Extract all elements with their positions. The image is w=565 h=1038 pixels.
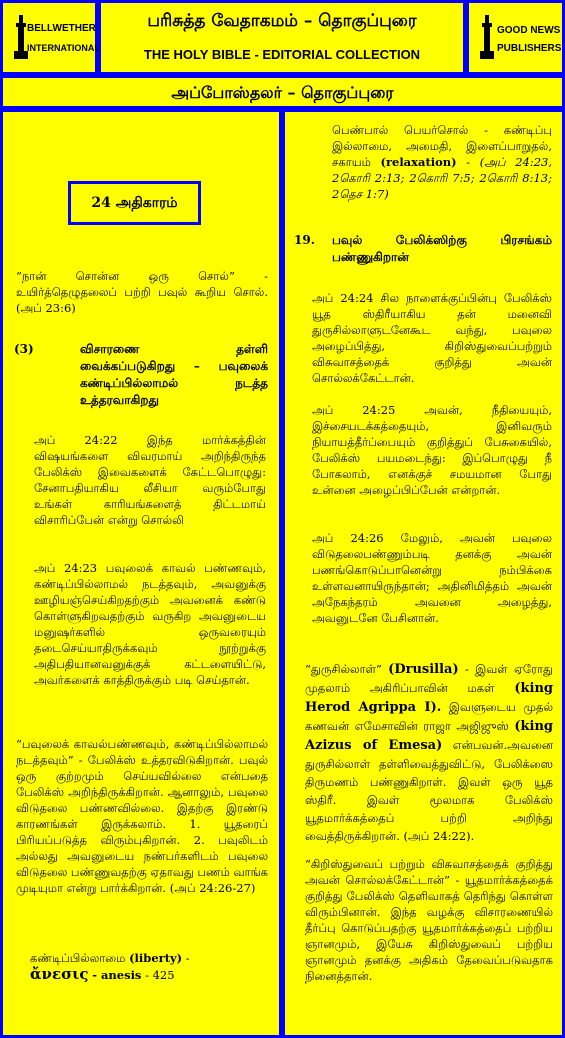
right-paragraph-2: அப் 24:25 அவன், நீதியையும், இச்சையடக்கத்தையும், இனிவரும் நியாயத்தீர்ப்பையும் குறித்துப் பேசுகையில், பேலிக்ஸ் பயமடைந்து: இப்பொழுது நீ போகலாம், எனக்குச் சமயமான போது உன்னை அழைப்பிப்பேன் என்றான்.: [312, 403, 552, 497]
section-19-title: பவுல் பேலிக்ஸிற்கு பிரசங்கம் பண்ணுகிறான்: [332, 233, 552, 264]
right-paragraph-5: “கிறிஸ்துவைப் பற்றும் விசுவாசத்தைக் குறித்து அவன் சொல்லக்கேட்டான்” - யூதமார்க்கத்தைக் குறித்து பேலிக்ஸ் தெளிவாகத் தெரிந்து கொள்ள விரும்பினான். இந்த வழக்கு விசாரணையில் தீர்ப்பு கொடுப்பதற்கு யூதமார்க்கத்தைப் பற்றிய ஞானமும், இயேசு கிறிஸ்துவைப் பற்றிய ஞானமும் தனக்கு அதிகம் தேவைப்படுவதாக நினைத்தான்.: [305, 857, 553, 983]
publisher-logo-right: [466, 0, 565, 75]
liberty-transliteration: - anesis: [92, 968, 142, 982]
right-paragraph-0: [332, 122, 552, 202]
drusilla-text-1: - இவள் ஏரோது முதலாம் அகிரிப்பாவின் மகள்: [305, 662, 553, 695]
drusilla-text-2: இவளுடைய முதல் கணவன் எமேசாவின் ராஜா அஜிஜுஸ்: [305, 700, 554, 733]
azizus-english: (king Azizus of Emesa): [305, 719, 554, 753]
good-news-logo-icon: [479, 15, 495, 61]
liberty-dash: -: [185, 951, 190, 965]
section-3-number: (3): [14, 342, 34, 356]
page-title-english: THE HOLY BIBLE - EDITORIAL COLLECTION: [143, 47, 421, 62]
publisher-logo-left: [0, 0, 98, 75]
relaxation-references: - (அப் 24:23, 2கொரி 2:13; 2கொரி 7:5; 2கொரி 8:13; 2தெச 1:7): [332, 155, 553, 201]
relaxation-english: (relaxation): [380, 155, 457, 169]
left-paragraph-5: [30, 950, 270, 983]
section-19-number: 19.: [294, 233, 315, 247]
left-paragraph-2: அப் 24:22 இந்த மார்க்கத்தின் விஷயங்களை விவரமாய் அறிந்திருந்த பேலிக்ஸ் இவைகளைக் கேட்டபொழுது: சேனாபதியாகிய லீசியா வரும்போது உங்கள் காரியங்களைத் திட்டமாய் விசாரிப்பேன் என்று சொல்லி: [34, 433, 266, 527]
bellwether-logo-icon: [13, 15, 29, 61]
subtitle-box: [0, 75, 565, 109]
chapter-heading: 24 அதிகாரம்: [68, 181, 201, 225]
liberty-tamil: கண்டிப்பில்லாமை: [30, 951, 126, 965]
page-subtitle: அப்போஸ்தலர் – தொகுப்புரை: [171, 83, 394, 102]
left-paragraph-3: அப் 24:23 பவுலைக் காவல் பண்ணவும், கண்டிப்பில்லாமல் நடத்தவும், அவனுக்கு ஊழியஞ்செய்கிறதற்கும் அவனைக் கண்டு கொள்ளுகிறவதற்கும் வருகிற அவனுடைய மனுஷர்களில் ஒருவரையும் தடைசெய்யாதிருக்கவும் நூற்றுக்கு அதிபதியானவனுக்குக் கட்டளையிட்டு, அவர்களைக் காத்திருக்கும் படி செய்தான்.: [34, 561, 266, 687]
section-3-title: விசாரணை தள்ளி வைக்கப்படுகிறது – பவுலைக் கண்டிப்பில்லாமல் நடத்த உத்தரவாகிறது: [80, 342, 268, 407]
right-paragraph-1: அப் 24:24 சில நாளைக்குப்பின்பு பேலிக்ஸ் யூத ஸ்திரீயாகிய தன் மனைவி துருசில்லாளுடனேகூட வந்து, பவுலை அழைப்பித்து, கிறிஸ்துவைப்பற்றும் விசுவாசத்தைக் குறித்து அவன் சொல்லக்கேட்டான்.: [312, 291, 552, 385]
logo-left-line1: BELLWETHER: [27, 23, 96, 34]
left-paragraph-4: “பவுலைக் காவல்பண்ணவும், கண்டிப்பில்லாமல் நடத்தவும்” - பேலிக்ஸ் உத்தரவிடுகிறான். பவுல் ஒரு குற்றமும் செய்யவில்லை என்பதை பேலிக்ஸ் அறிந்திருக்கிறான். ஆனாலும், பவுலை விடுதலை பண்ணவில்லை. இதற்கு இரண்டு காரணங்கள் இருக்கலாம். 1. யூதரைப் பிரியப்படுத்த விரும்புகிறான். 2. பவுலிடம் அல்லது அவனுடைய நண்பர்களிடம் பவுலை விடுதலை பண்ணுவதற்கு ஏதாவது பணம் வாங்க முடியுமா என்று பார்க்கிறான். (அப் 24:26-27): [16, 737, 269, 895]
drusilla-tamil: “துருசில்லாள்”: [305, 662, 382, 676]
drusilla-text-3: என்பவன்.அவனை துருசில்லாள் தள்ளிவைத்துவிட்டு, பேலிக்ஸை திருமணம் பண்ணுகிறாள். இவள் ஒரு யூத ஸ்திரீ. இவள் மூலமாக பேலிக்ஸ் யூதமார்க்கத்தைப் பற்றி அறிந்து வைத்திருக்கிறான். (அப் 24:22).: [305, 738, 554, 843]
left-paragraph-1: “நான் சொன்ன ஒரு சொல்” - உயிர்த்தெழுதலைப் பற்றி பவுல் கூறிய சொல். (அப் 23:6): [16, 269, 268, 315]
herod-agrippa-english: (king Herod Agrippa I).: [305, 681, 553, 715]
right-paragraph-3: அப் 24:26 மேலும், அவன் பவுலை விடுதலைபண்ணும்படி தனக்கு அவன் பணங்கொடுப்பானென்று நம்பிக்கை உள்ளவனாயிருந்தான்; அதினிமித்தம் அவன் அநேகந்தரம் அவனை அழைத்து, அவனுடனே பேசினான்.: [312, 531, 552, 625]
logo-right-line2: PUBLISHERS: [497, 43, 562, 54]
liberty-english: (liberty): [129, 951, 183, 965]
right-paragraph-4: [305, 660, 553, 845]
liberty-greek: ἄνεσις: [30, 965, 89, 983]
strongs-number: - 425: [145, 968, 175, 982]
logo-right-line1: GOOD NEWS: [497, 25, 561, 36]
logo-left-line2: INTERNATIONAL: [27, 43, 100, 53]
drusilla-english: (Drusilla): [388, 662, 459, 677]
relaxation-definition: பெண்பால் பெயர்சொல் - கண்டிப்பு இல்லாமை, அமைதி, இளைப்பாறுதல், சகாயம்: [332, 123, 552, 169]
header-title-box: [98, 0, 466, 75]
page-title-tamil: பரிசுத்த வேதாகமம் – தொகுப்புரை: [147, 11, 417, 31]
